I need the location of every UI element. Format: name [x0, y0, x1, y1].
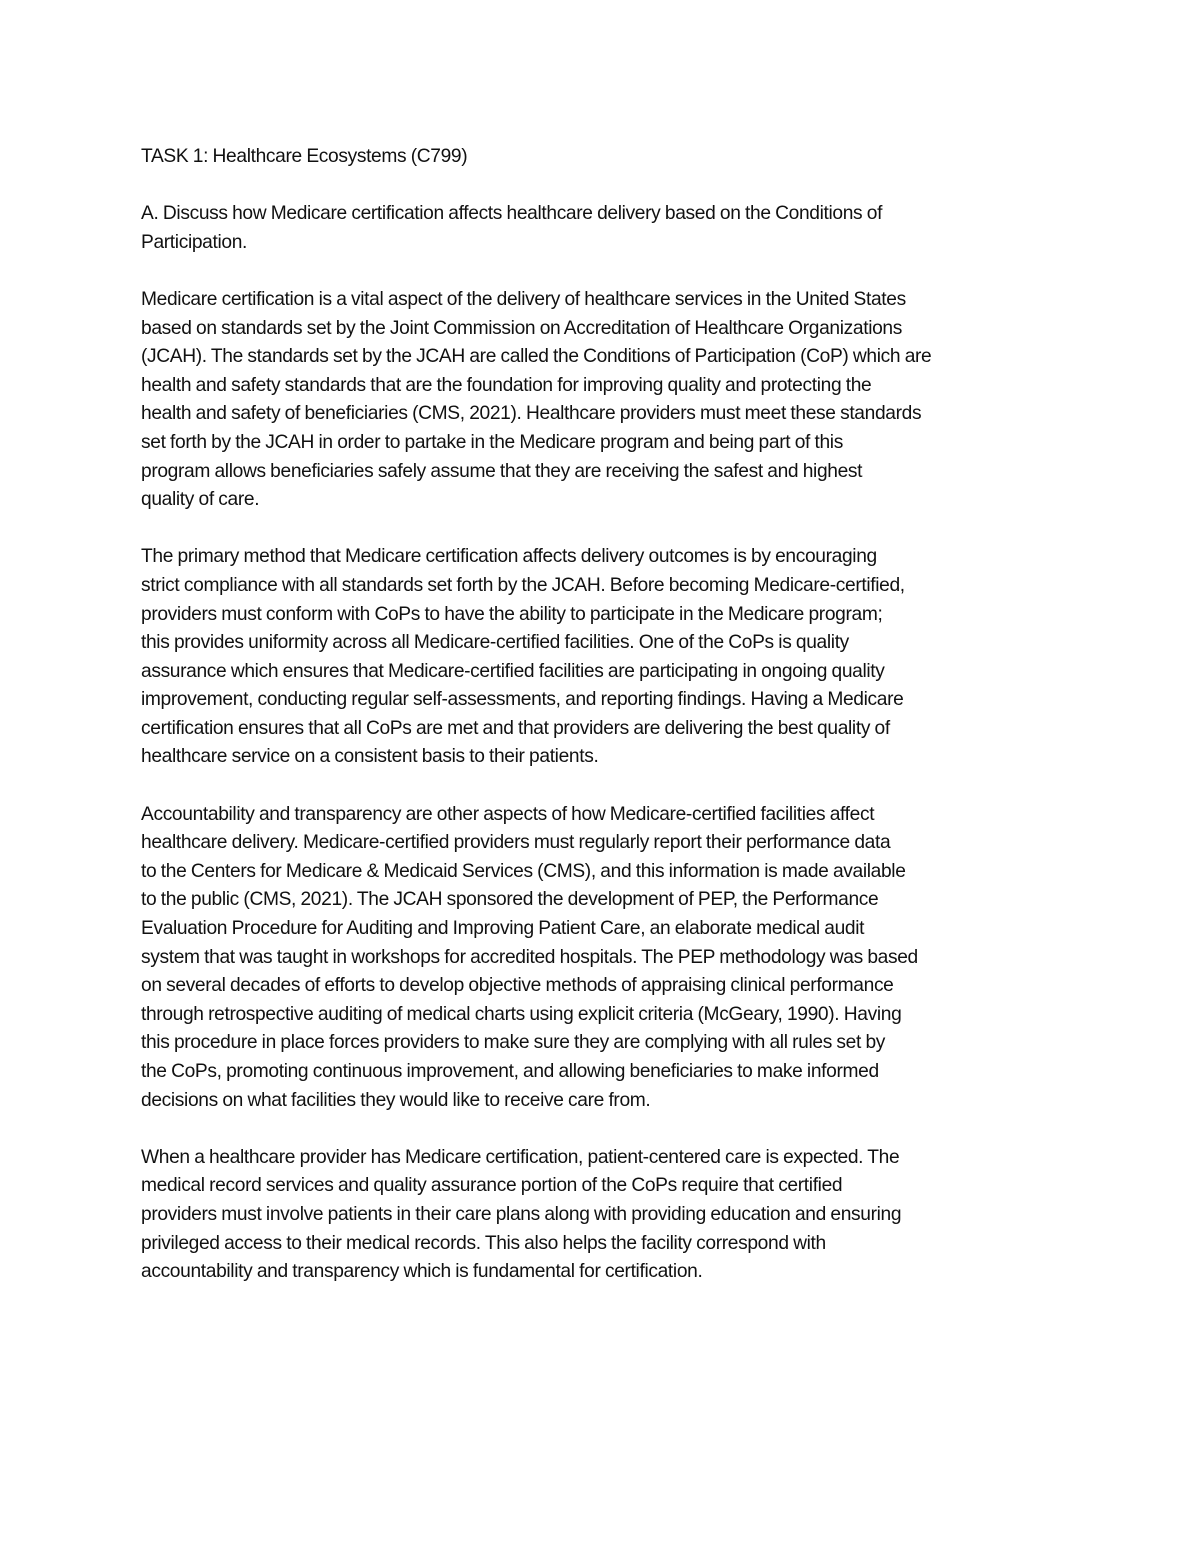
- text-line: system that was taught in workshops for accredited hospitals. The PEP methodology was based: [141, 946, 918, 968]
- text-line: providers must involve patients in their care plans along with providing education and ensuring: [141, 1203, 902, 1225]
- text-line: When a healthcare provider has Medicare certification, patient-centered care is expected. The: [141, 1146, 900, 1168]
- spacer: [141, 172, 1071, 201]
- text-line: Accountability and transparency are other aspects of how Medicare-certified facilities affect: [141, 803, 875, 825]
- text-line: certification ensures that all CoPs are met and that providers are delivering the best quality of: [141, 717, 890, 739]
- text-line: The primary method that Medicare certification affects delivery outcomes is by encouraging: [141, 546, 877, 568]
- text-line: program allows beneficiaries safely assume that they are receiving the safest and highest: [141, 460, 863, 482]
- text-line: this provides uniformity across all Medicare-certified facilities. One of the CoPs is quality: [141, 632, 849, 654]
- text-line: healthcare delivery. Medicare-certified providers must regularly report their performance data: [141, 832, 891, 854]
- text-line: health and safety of beneficiaries (CMS, 2021). Healthcare providers must meet these standards: [141, 403, 922, 425]
- text-line: privileged access to their medical records. This also helps the facility correspond with: [141, 1232, 826, 1254]
- spacer: [141, 515, 1071, 544]
- spacer: [141, 1115, 1071, 1144]
- text-line: medical record services and quality assurance portion of the CoPs require that certified: [141, 1175, 843, 1197]
- paragraph-1: [141, 286, 1071, 515]
- question-line: A. Discuss how Medicare certification affects healthcare delivery based on the Conditions of: [141, 203, 883, 225]
- text-line: this procedure in place forces providers to make sure they are complying with all rules set by: [141, 1032, 886, 1054]
- document-title: TASK 1: Healthcare Ecosystems (C799): [141, 146, 468, 167]
- question-prompt: [141, 200, 1071, 257]
- text-line: health and safety standards that are the foundation for improving quality and protecting the: [141, 374, 872, 396]
- text-line: set forth by the JCAH in order to partake in the Medicare program and being part of this: [141, 431, 843, 453]
- spacer: [141, 257, 1071, 286]
- text-line: accountability and transparency which is fundamental for certification.: [141, 1261, 703, 1283]
- text-line: to the public (CMS, 2021). The JCAH sponsored the development of PEP, the Performance: [141, 889, 879, 911]
- text-line: to the Centers for Medicare & Medicaid Services (CMS), and this information is made available: [141, 860, 906, 882]
- question-line: Participation.: [141, 231, 248, 253]
- text-line: based on standards set by the Joint Commission on Accreditation of Healthcare Organizations: [141, 317, 902, 339]
- text-line: through retrospective auditing of medical charts using explicit criteria (McGeary, 1990). Having: [141, 1003, 902, 1025]
- text-line: Evaluation Procedure for Auditing and Improving Patient Care, an elaborate medical audit: [141, 918, 865, 940]
- text-line: the CoPs, promoting continuous improvement, and allowing beneficiaries to make informed: [141, 1061, 879, 1082]
- document-body: [141, 143, 1071, 1287]
- text-line: providers must conform with CoPs to have the ability to participate in the Medicare program;: [141, 603, 883, 625]
- text-line: quality of care.: [141, 489, 260, 511]
- text-line: healthcare service on a consistent basis to their patients.: [141, 746, 599, 768]
- paragraph-4: [141, 1144, 1071, 1287]
- paragraph-2: [141, 543, 1071, 772]
- paragraph-3: [141, 801, 1071, 1116]
- spacer: [141, 772, 1071, 801]
- text-line: Medicare certification is a vital aspect of the delivery of healthcare services in the United States: [141, 288, 906, 310]
- text-line: improvement, conducting regular self-assessments, and reporting findings. Having a Medicare: [141, 689, 904, 711]
- text-line: on several decades of efforts to develop objective methods of appraising clinical performance: [141, 975, 894, 997]
- text-line: strict compliance with all standards set forth by the JCAH. Before becoming Medicare-certified,: [141, 574, 905, 596]
- text-line: (JCAH). The standards set by the JCAH are called the Conditions of Participation (CoP) which are: [141, 346, 932, 368]
- text-line: assurance which ensures that Medicare-certified facilities are participating in ongoing quality: [141, 660, 885, 682]
- text-line: decisions on what facilities they would like to receive care from.: [141, 1089, 651, 1111]
